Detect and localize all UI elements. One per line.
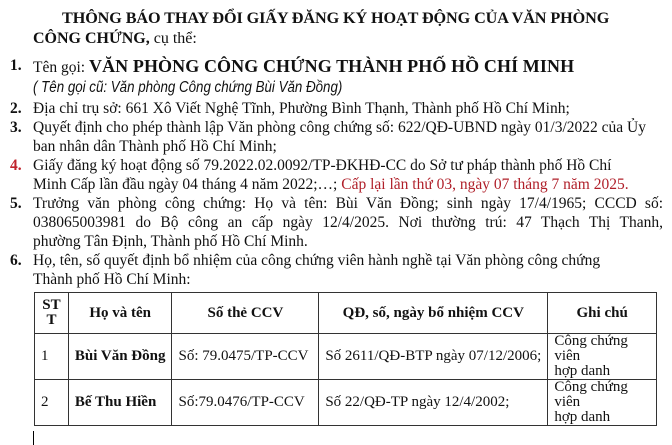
cell-name: Bùi Văn Đồng bbox=[68, 334, 172, 380]
cell-card-number: Số: 79.0475/TP-CCV bbox=[172, 334, 319, 380]
notaries-intro-line1: Họ, tên, số quyết định bổ nhiệm của công chứng viên hành nghề tại Văn phòng công chứng bbox=[33, 252, 601, 269]
title-rest: cụ thể: bbox=[149, 30, 197, 47]
header-card-number: Số thẻ CCV bbox=[172, 293, 319, 334]
registration-text-line1: Giấy đăng ký hoạt động số 79.2022.02.0092/TP-ĐKHĐ-CC do Sở tư pháp thành phố Hồ Chí bbox=[33, 157, 612, 174]
cell-stt: 1 bbox=[35, 334, 69, 380]
decision-text-line1: Quyết định cho phép thành lập Văn phòng công chứng số: 622/QĐ-UBND ngày 01/3/2022 của Ủy bbox=[33, 119, 646, 136]
registration-reissue-highlight: Cấp lại lần thứ 03, ngày 07 tháng 7 năm 2025. bbox=[341, 176, 629, 193]
cell-note: Công chứng viên hợp danh bbox=[548, 380, 657, 426]
registration-first-issue: Minh Cấp lần đầu ngày 04 tháng 4 năm 2022;…; bbox=[33, 176, 342, 193]
address-text: Địa chỉ trụ sở: 661 Xô Viết Nghệ Tĩnh, Phường Bình Thạnh, Thành phố Hồ Chí Minh; bbox=[33, 100, 570, 117]
document-title-continuation bbox=[33, 30, 197, 48]
header-name: Họ và tên bbox=[68, 293, 172, 334]
table-row bbox=[35, 334, 657, 380]
item-body bbox=[33, 156, 663, 194]
decision-text-line2: ban nhân dân Thành phố Hồ Chí Minh; bbox=[33, 138, 277, 155]
cell-card-number: Số:79.0476/TP-CCV bbox=[172, 380, 319, 426]
head-notary-text-line3: phường Tân Định, Thành phố Hồ Chí Minh. bbox=[33, 233, 308, 250]
head-notary-text-line1: Trưởng văn phòng công chứng: Họ và tên: Bùi Văn Đồng; sinh ngày 17/4/1965; CCCD số: bbox=[33, 195, 663, 212]
document-title: THÔNG BÁO THAY ĐỔI GIẤY ĐĂNG KÝ HOẠT ĐỘNG CỦA VĂN PHÒNG bbox=[62, 9, 610, 27]
name-label: Tên gọi: bbox=[33, 59, 89, 76]
notaries-intro-line2: Thành phố Hồ Chí Minh: bbox=[33, 271, 191, 288]
old-office-name: ( Tên gọi cũ: Văn phòng Công chứng Bùi Văn Đồng) bbox=[33, 79, 343, 96]
header-note: Ghi chú bbox=[548, 293, 657, 334]
cell-stt: 2 bbox=[35, 380, 69, 426]
table-header-row bbox=[35, 293, 657, 334]
item-body bbox=[33, 56, 663, 97]
item-number: 6. bbox=[10, 252, 22, 269]
cell-appointment-decision: Số 2611/QĐ-BTP ngày 07/12/2006; bbox=[319, 334, 548, 380]
item-number: 3. bbox=[10, 119, 22, 136]
item-body bbox=[33, 118, 663, 156]
item-body bbox=[33, 194, 663, 251]
notaries-table bbox=[34, 292, 657, 426]
cell-note: Công chứng viên hợp danh bbox=[548, 334, 657, 380]
head-notary-text-line2: 038065003981 do Bộ công an cấp ngày 12/4/2025. Nơi thường trú: 47 Thạch Thị Thanh, bbox=[33, 214, 663, 231]
header-stt: ST T bbox=[35, 293, 69, 334]
item-body bbox=[33, 99, 663, 118]
item-number: 5. bbox=[10, 195, 22, 212]
office-name: VĂN PHÒNG CÔNG CHỨNG THÀNH PHỐ HỒ CHÍ MINH bbox=[88, 56, 575, 76]
item-number: 1. bbox=[10, 57, 22, 74]
header-appointment-decision: QĐ, số, ngày bổ nhiệm CCV bbox=[319, 293, 548, 334]
title-bold-part: CÔNG CHỨNG, bbox=[33, 30, 150, 47]
item-number: 4. bbox=[10, 157, 22, 174]
cell-name: Bế Thu Hiền bbox=[68, 380, 172, 426]
table-row bbox=[35, 380, 657, 426]
text-cursor bbox=[33, 431, 34, 445]
cell-appointment-decision: Số 22/QĐ-TP ngày 12/4/2002; bbox=[319, 380, 548, 426]
item-number: 2. bbox=[10, 100, 22, 117]
item-body bbox=[33, 251, 663, 289]
